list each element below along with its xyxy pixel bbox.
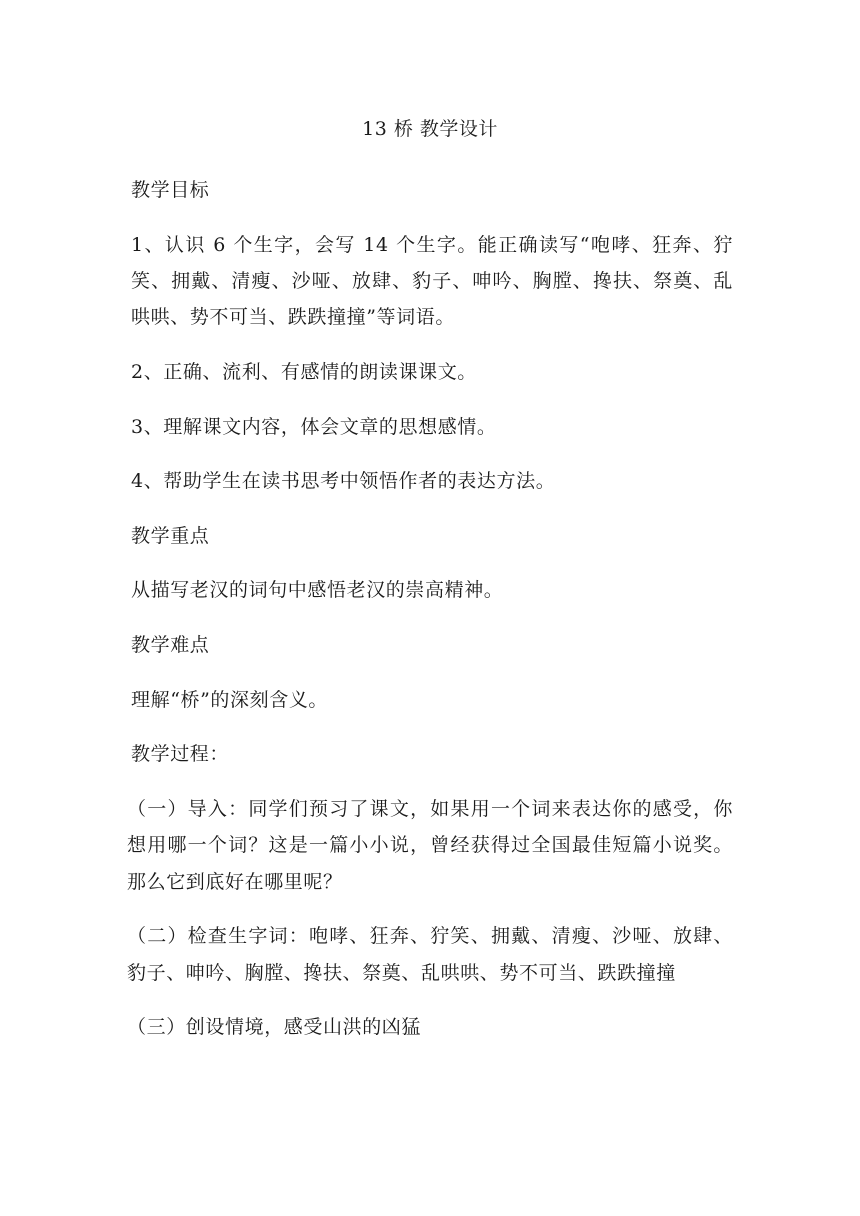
key-points-text: 从描写老汉的词句中感悟老汉的崇高精神。 xyxy=(131,579,504,602)
difficulties-text: 理解“桥”的深刻含义。 xyxy=(131,688,329,711)
goal-item-4: 4、帮助学生在读书思考中领悟作者的表达方法。 xyxy=(131,470,556,493)
heading-key-points: 教学重点 xyxy=(131,524,210,547)
goal-item-1: 1、认识 6 个生字，会写 14 个生字。能正确读写“咆哮、狂奔、狞笑、拥戴、清瘦、沙哑、放肆、豹子、呻吟、胸膛、搀扶、祭奠、乱哄哄、势不可当、跌跌撞撞”等词语。 xyxy=(131,233,733,329)
document-body xyxy=(127,172,733,1064)
goal-item-3: 3、理解课文内容，体会文章的思想感情。 xyxy=(131,415,497,438)
heading-difficulties: 教学难点 xyxy=(131,633,210,656)
heading-process: 教学过程： xyxy=(131,743,230,766)
process-step-3: （三）创设情境，感受山洪的凶猛 xyxy=(127,1016,422,1039)
process-step-2: （二）检查生字词：咆哮、狂奔、狞笑、拥戴、清瘦、沙哑、放肆、豹子、呻吟、胸膛、搀扶、祭奠、乱哄哄、势不可当、跌跌撞撞 xyxy=(127,925,733,984)
document-title: 13 桥 教学设计 xyxy=(362,118,498,140)
goal-item-2: 2、正确、流利、有感情的朗读课课文。 xyxy=(131,361,477,383)
heading-teaching-goals: 教学目标 xyxy=(131,179,210,201)
process-step-1: （一）导入：同学们预习了课文，如果用一个词来表达你的感受，你想用哪一个词？这是一篇小小说，曾经获得过全国最佳短篇小说奖。那么它到底好在哪里呢？ xyxy=(127,797,733,893)
